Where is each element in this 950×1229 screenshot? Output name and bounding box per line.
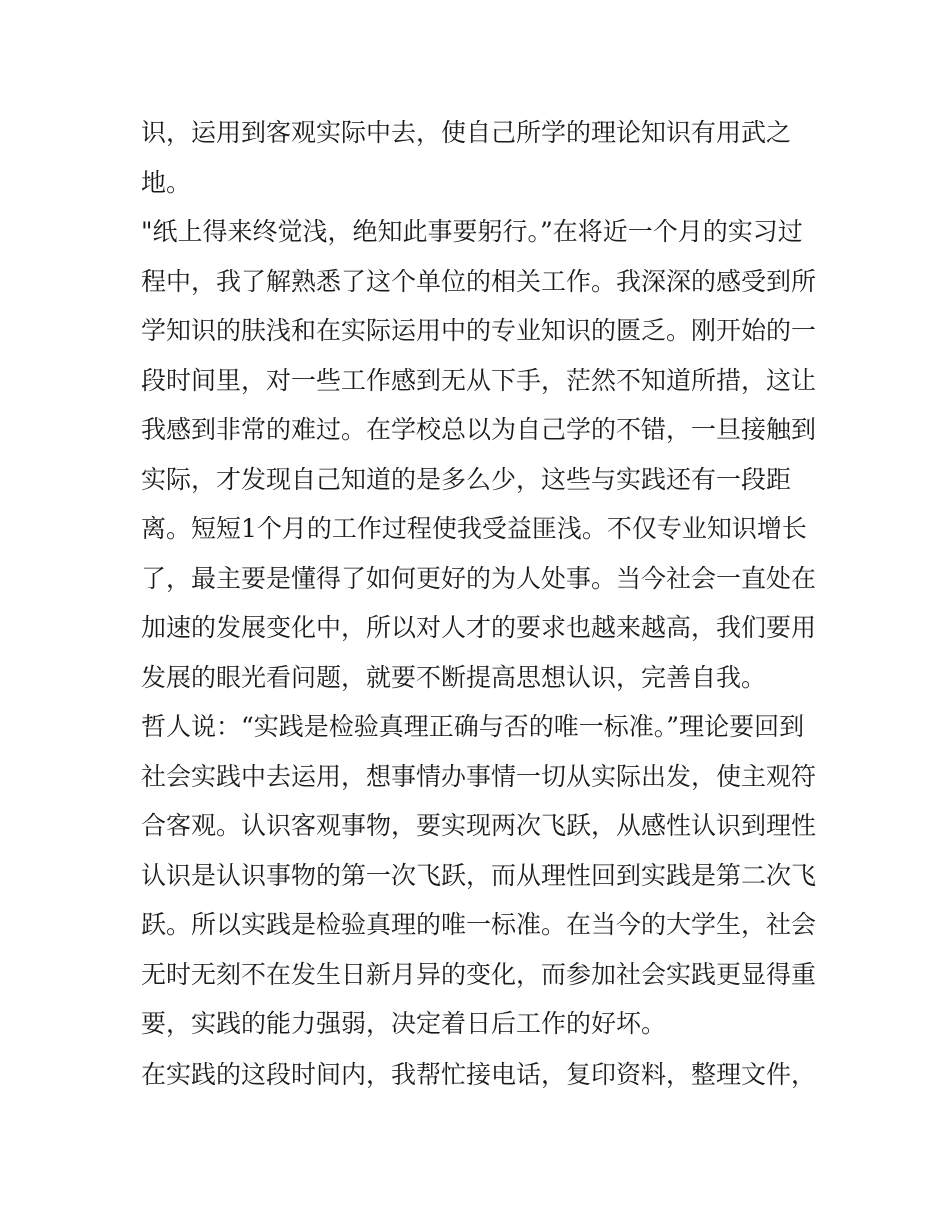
text-line: 无时无刻不在发生日新月异的变化，而参加社会实践更显得重 (141, 959, 817, 989)
text-line: 社会实践中去运用，想事情办事情一切从实际出发，使主观符 (141, 761, 817, 791)
text-line: 认识是认识事物的第一次飞跃，而从理性回到实践是第二次飞 (141, 860, 817, 890)
text-line: 哲人说：“实践是检验真理正确与否的唯一标准。”理论要回到 (141, 712, 805, 741)
paragraph-3 (141, 702, 817, 1049)
text-line: 学知识的肤浅和在实际运用中的专业知识的匮乏。刚开始的一 (141, 316, 817, 345)
text-line: 我感到非常的难过。在学校总以为自己学的不错，一旦接触到 (141, 415, 817, 444)
paragraph-2 (141, 207, 817, 702)
text-line: 在实践的这段时间内，我帮忙接电话，复印资料，整理文件， (141, 1060, 817, 1089)
text-line: 了，最主要是懂得了如何更好的为人处事。当今社会一直处在 (141, 563, 817, 593)
text-line: 程中，我了解熟悉了这个单位的相关工作。我深深的感受到所 (141, 266, 817, 296)
paragraph-1 (141, 108, 813, 207)
text-line: 加速的发展变化中，所以对人才的要求也越来越高，我们要用 (141, 613, 817, 642)
text-line: 识，运用到客观实际中去，使自己所学的理论知识有用武之 (141, 118, 792, 147)
paragraph-4 (141, 1050, 817, 1100)
text-line: "纸上得来终觉浅，绝知此事要躬行。”在将近一个月的实习过 (141, 217, 803, 246)
text-line: 发展的眼光看问题，就要不断提高思想认识，完善自我。 (141, 662, 767, 692)
document-body (141, 108, 817, 1100)
text-line: 离。短短1个月的工作过程使我受益匪浅。不仅专业知识增长 (141, 514, 807, 543)
text-line: 地。 (141, 167, 192, 197)
text-line: 实际，才发现自己知道的是多么少，这些与实践还有一段距 (141, 464, 792, 494)
text-line: 要，实践的能力强弱，决定着日后工作的好坏。 (141, 1009, 667, 1038)
text-line: 段时间里，对一些工作感到无从下手，茫然不知道所措，这让 (141, 365, 817, 395)
text-line: 合客观。认识客观事物，要实现两次飞跃，从感性认识到理性 (141, 811, 817, 840)
text-line: 跃。所以实践是检验真理的唯一标准。在当今的大学生，社会 (141, 910, 817, 939)
